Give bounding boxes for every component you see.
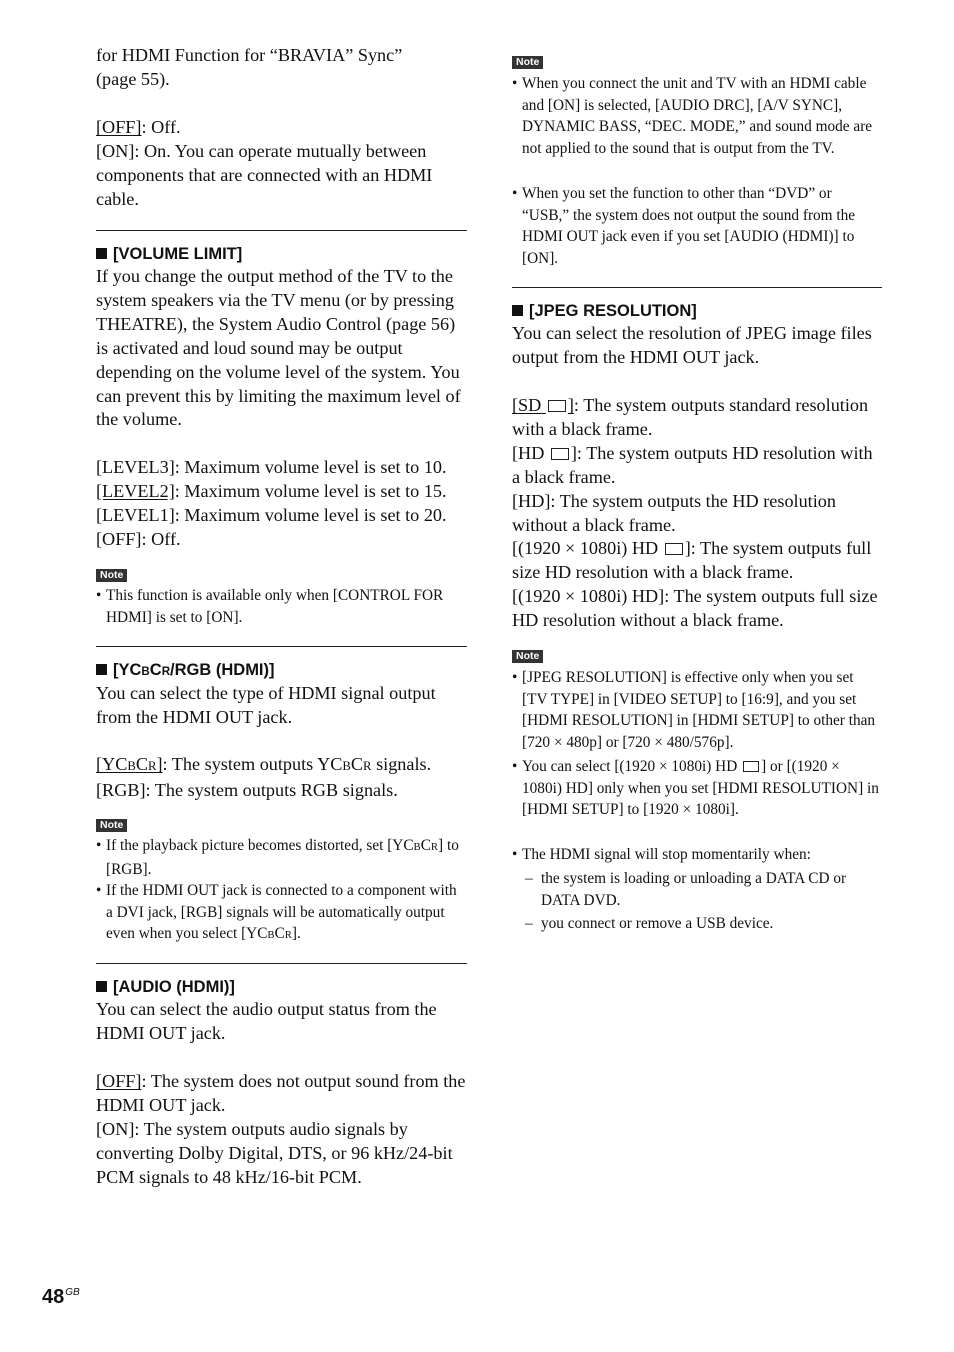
full-hd-option: [(1920 × 1080i) HD]: The system outputs full size HD resolution without a black frame. bbox=[512, 586, 878, 631]
intro-line1: for HDMI Function for “BRAVIA” Sync” bbox=[96, 45, 403, 65]
note-item: • If the playback picture becomes distorted, set [YCBCR] to [RGB]. bbox=[96, 837, 459, 878]
jpeg-resolution-title: [JPEG RESOLUTION] bbox=[529, 302, 697, 320]
note-item: • You can select [(1920 × 1080i) HD ] or [(1920 × 1080i) HD] only when you set [HDMI RESOLUTION] in [HDMI SETUP] to [1920 × 1080i]. bbox=[512, 758, 879, 819]
audio-hdmi-heading bbox=[96, 977, 467, 997]
volume-limit-title: [VOLUME LIMIT] bbox=[113, 245, 243, 263]
section-divider bbox=[512, 287, 882, 288]
note-item: • When you connect the unit and TV with an HDMI cable and [ON] is selected, [AUDIO DRC], [A/V SYNC], DYNAMIC BASS, “DEC. MODE,” and sound mode are not applied to the sound that is output from the TV. bbox=[512, 75, 873, 157]
jpeg-resolution-body: You can select the resolution of JPEG image files output from the HDMI OUT jack. bbox=[512, 323, 872, 367]
square-bullet-icon bbox=[96, 981, 107, 992]
off-option: [OFF]: Off. bbox=[96, 528, 181, 549]
full-hd-frame-option: [(1920 × 1080i) HD ]: The system outputs full size HD resolution with a black frame. bbox=[512, 538, 872, 583]
level2-text: : Maximum volume level is set to 15. bbox=[174, 480, 447, 501]
hd-option: [HD]: The system outputs the HD resolution without a black frame. bbox=[512, 490, 836, 535]
square-bullet-icon bbox=[512, 305, 523, 316]
rgb-option: [RGB]: The system outputs RGB signals. bbox=[96, 779, 398, 800]
black-frame-icon bbox=[548, 400, 566, 412]
ycbcr-heading: [YCBCR/RGB (HDMI)] bbox=[96, 660, 467, 682]
audio-off-default: [OFF] bbox=[96, 1071, 142, 1091]
section-divider bbox=[96, 963, 467, 964]
ycbcr-options: [YCBCR]: The system outputs YCBCR signals. [RGB]: The system outputs RGB signals. bbox=[96, 754, 432, 800]
option-on-text: [ON]: On. You can operate mutually between components that are connected with an HDMI cable. bbox=[96, 140, 433, 209]
option-off-text: : Off. bbox=[141, 117, 181, 137]
volume-limit-heading bbox=[96, 244, 467, 264]
audio-hdmi-options: [OFF]: The system does not output sound from the HDMI OUT jack. [ON]: The system outputs audio signals by converting Dolby Digital, DTS, or 96 kHz/24-bit PCM signals to 48 kHz/16-bit PCM. bbox=[96, 1071, 466, 1187]
black-frame-icon bbox=[665, 543, 683, 555]
jpeg-resolution-heading bbox=[512, 301, 882, 321]
volume-limit-options bbox=[96, 456, 467, 552]
region-suffix: GB bbox=[65, 1287, 80, 1298]
ycbcr-body: You can select the type of HDMI signal output from the HDMI OUT jack. bbox=[96, 683, 436, 727]
intro-line2: (page 55). bbox=[96, 68, 170, 89]
section-divider bbox=[96, 646, 467, 647]
audio-hdmi-title: [AUDIO (HDMI)] bbox=[113, 978, 235, 996]
square-bullet-icon bbox=[96, 664, 107, 675]
sd-frame-default: [SD ] bbox=[512, 395, 574, 415]
note-badge: Note bbox=[512, 56, 543, 69]
audio-on-option: [ON]: The system outputs audio signals by converting Dolby Digital, DTS, or 96 kHz/24-bit PCM signals to 48 kHz/16-bit PCM. bbox=[96, 1118, 453, 1187]
note-badge: Note bbox=[512, 650, 543, 663]
volume-limit-body: If you change the output method of the TV to the system speakers via the TV menu (or by pressing THEATRE), the System Audio Control (page 56) is activated and loud sound may be output depending on the volume level of the system. You can prevent this by limiting the maximum level of the volume. bbox=[96, 266, 461, 430]
section-divider bbox=[96, 230, 467, 231]
hd-frame-option: [HD ]: The system outputs HD resolution with a black frame. bbox=[512, 442, 873, 487]
black-frame-icon bbox=[743, 761, 759, 772]
level3-option: [LEVEL3]: Maximum volume level is set to 10. bbox=[96, 457, 447, 477]
audio-hdmi-body: You can select the audio output status from the HDMI OUT jack. bbox=[96, 999, 437, 1043]
intro-continuation bbox=[96, 44, 467, 92]
jpeg-resolution-options: [SD ]: The system outputs standard resolution with a black frame. [HD ]: The system outputs HD resolution with a black frame. [HD]: The system outputs the HD resolution without a black frame. [(1920 × 1080i) HD ]: The system outputs full size HD resolution with a black frame. [(1920 × 1080i) HD]: The system outputs full size HD resolution without a black frame. bbox=[512, 395, 878, 631]
dash-item: – the system is loading or unloading a DATA CD or DATA DVD. bbox=[525, 870, 847, 909]
square-bullet-icon bbox=[96, 248, 107, 259]
note-item: • When you set the function to other than “DVD” or “USB,” the system does not output the sound from the HDMI OUT jack even if you set [AUDIO (HDMI)] to [ON]. bbox=[512, 185, 856, 267]
black-frame-icon bbox=[551, 448, 569, 460]
note-item: • If the HDMI OUT jack is connected to a component with a DVI jack, [RGB] signals will be automatically output even when you select [YCBCR]. bbox=[96, 882, 457, 943]
intro-options bbox=[96, 116, 467, 212]
note-item: • The HDMI signal will stop momentarily when: bbox=[512, 846, 811, 863]
note-badge: Note bbox=[96, 569, 127, 582]
dash-item: – you connect or remove a USB device. bbox=[525, 915, 774, 932]
option-off-default: [OFF] bbox=[96, 117, 142, 137]
note-item: • [JPEG RESOLUTION] is effective only when you set [TV TYPE] in [VIDEO SETUP] to [16:9], and you set [HDMI RESOLUTION] in [HDMI SETUP] to other than [720 × 480p] or [720 × 480/576p]. bbox=[512, 669, 876, 751]
level2-default: [LEVEL2] bbox=[96, 480, 175, 501]
note-item: • This function is available only when [CONTROL FOR HDMI] is set to [ON]. bbox=[96, 587, 444, 626]
ycbcr-default: [YCBCR] bbox=[96, 754, 163, 774]
note-badge: Note bbox=[96, 819, 127, 832]
level1-option: [LEVEL1]: Maximum volume level is set to 20. bbox=[96, 504, 447, 525]
page-number: $48^{GB}$ bbox=[42, 1286, 80, 1308]
